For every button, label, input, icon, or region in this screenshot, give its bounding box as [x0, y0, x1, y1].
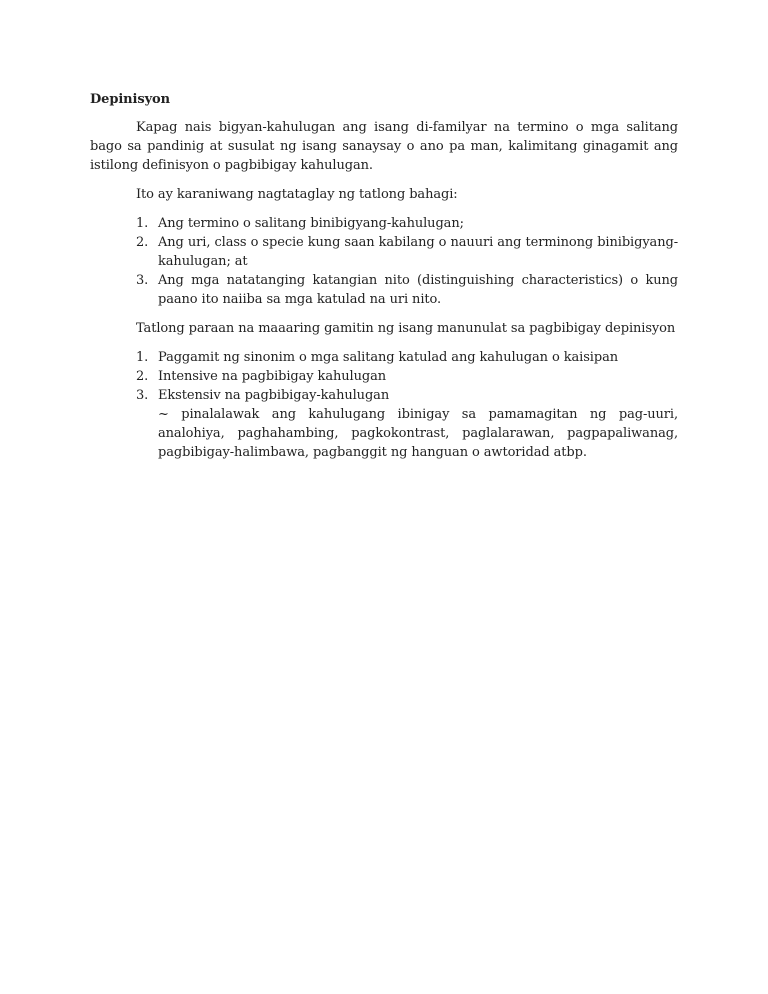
- list-item-number: 1.: [136, 216, 149, 231]
- list-item: [90, 233, 678, 271]
- document-page: [90, 90, 678, 472]
- list-item-number: 2.: [136, 369, 149, 384]
- methods-list: [90, 348, 678, 462]
- list-item-text: Intensive na pagbibigay kahulugan: [158, 369, 387, 384]
- list-item: [90, 386, 678, 462]
- section-heading: Depinisyon: [90, 92, 170, 107]
- list-item-number: 2.: [136, 235, 149, 250]
- list-item: [90, 348, 678, 367]
- list-item-text: Ekstensiv na pagbibigay-kahulugan: [158, 388, 390, 403]
- list-item-number: 3.: [136, 273, 149, 288]
- intro-paragraph: Kapag nais bigyan-kahulugan ang isang di-familyar na termino o mga salitang bago sa pandinig at susulat ng isang sanaysay o ano pa man, kalimitang ginagamit ang istilong definisyon o pagbibigay kahulugan.: [90, 120, 678, 173]
- list-item: [90, 271, 678, 309]
- list-item-text: Ang termino o salitang binibigyang-kahulugan;: [158, 216, 464, 231]
- list-item: [90, 367, 678, 386]
- parts-intro-paragraph: Ito ay karaniwang nagtataglay ng tatlong bahagi:: [136, 187, 458, 202]
- list-item-text: Ang mga natatanging katangian nito (distinguishing characteristics) o kung paano ito naiiba sa mga katulad na uri nito.: [158, 273, 678, 307]
- list-item-text: Paggamit ng sinonim o mga salitang katulad ang kahulugan o kaisipan: [158, 350, 618, 365]
- list-item-number: 1.: [136, 350, 149, 365]
- parts-list: [90, 214, 678, 309]
- list-item-text: Ang uri, class o specie kung saan kabilang o nauuri ang terminong binibigyang-kahulugan; at: [158, 235, 678, 269]
- list-item: [90, 214, 678, 233]
- list-item-number: 3.: [136, 388, 149, 403]
- list-item-detail: ~ pinalalawak ang kahulugang ibinigay sa pamamagitan ng pag-uuri, analohiya, paghahambing, pagkokontrast, paglalarawan, pagpapaliwanag, pagbibigay-halimbawa, pagbanggit ng hanguan o awtoridad atbp.: [158, 407, 678, 460]
- methods-intro-paragraph: Tatlong paraan na maaaring gamitin ng isang manunulat sa pagbibigay depinisyon: [136, 321, 676, 336]
